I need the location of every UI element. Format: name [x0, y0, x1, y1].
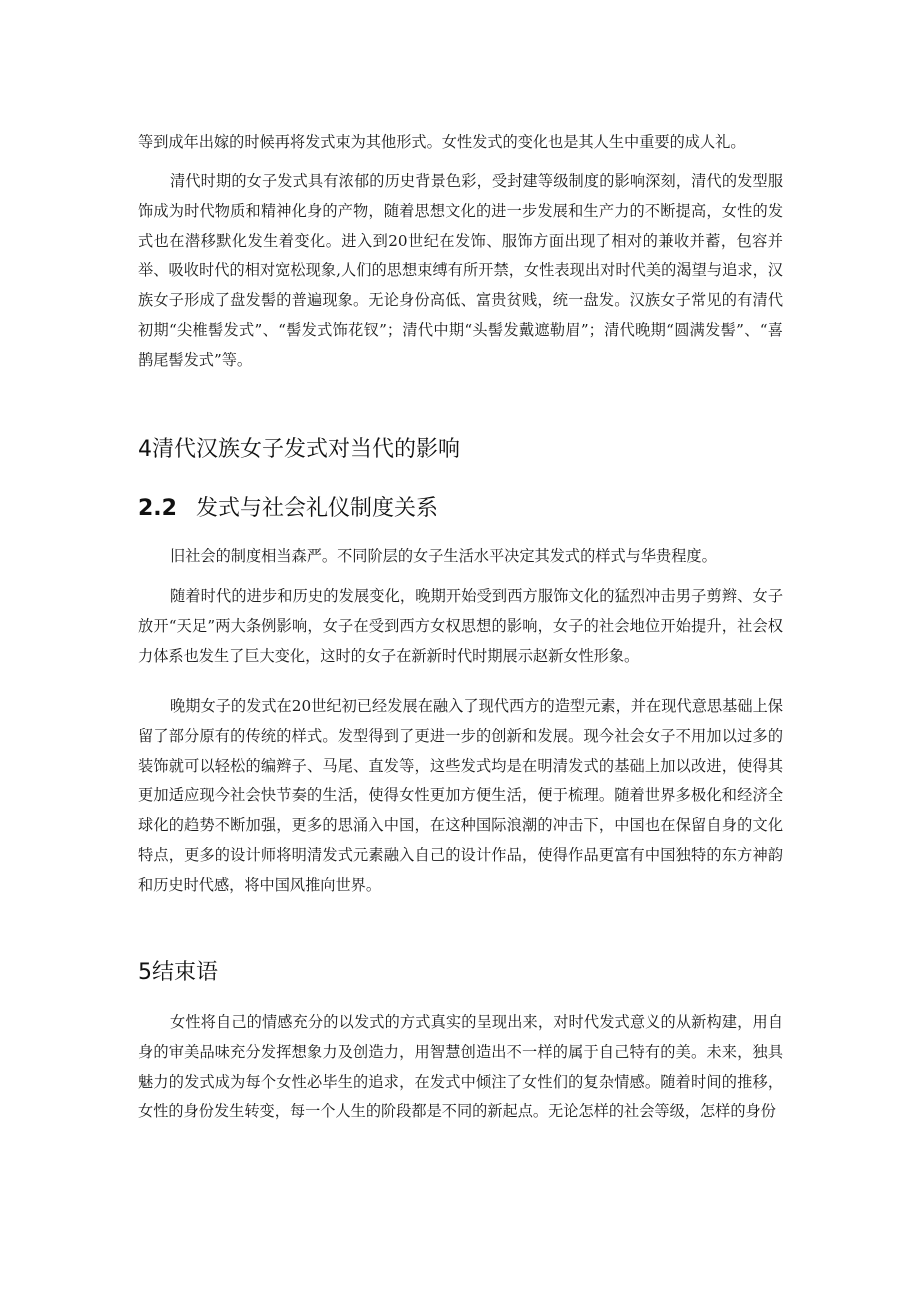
paragraph-qing-hairstyles: 清代时期的女子发式具有浓郁的历史背景色彩，受封建等级制度的影响深刻，清代的发型服饰成为时代物质和精神化身的产物，随着思想文化的进一步发展和生产力的不断提高，女性的发式也在潜移默化发生着变化。进入到20世纪在发饰、服饰方面出现了相对的兼收并蓄，包容并举、吸收时代的相对宽松现象,人们的思想束缚有所开禁，女性表现出对时代美的渴望与追求，汉族女子形成了盘发髻的普遍现象。无论身份高低、富贵贫贱，统一盘发。汉族女子常见的有清代初期“尖椎髻发式”、“髻发式饰花钗”；清代中期“头髻发戴遮勒眉”；清代晚期“圆满发髻”、“喜鹊尾髻发式”等。	[138, 172, 783, 369]
section-title: 发式与社会礼仪制度关系	[196, 496, 439, 521]
section-heading-2-2	[138, 494, 438, 524]
section-heading-4: 4清代汉族女子发式对当代的影响	[138, 437, 460, 462]
section-number: 2.2	[138, 496, 177, 521]
paragraph-continuation: 等到成年出嫁的时候再将发式束为其他形式。女性发式的变化也是其人生中重要的成人礼。	[138, 133, 746, 151]
paragraph-modern-hairstyles: 晚期女子的发式在20世纪初已经发展在融入了现代西方的造型元素，并在现代意思基础上保留了部分原有的传统的样式。发型得到了更进一步的创新和发展。现今社会女子不用加以过多的装饰就可以轻松的编辫子、马尾、直发等，这些发式均是在明清发式的基础上加以改进，使得其更加适应现今社会快节奏的生活，使得女性更加方便生活，便于梳理。随着世界多极化和经济全球化的趋势不断加强，更多的思涌入中国，在这种国际浪潮的冲击下，中国也在保留自身的文化特点，更多的设计师将明清发式元素融入自己的设计作品，使得作品更富有中国独特的东方神韵和历史时代感，将中国风推向世界。	[138, 697, 783, 894]
paragraph-conclusion: 女性将自己的情感充分的以发式的方式真实的呈现出来，对时代发式意义的从新构建，用自身的审美品味充分发挥想象力及创造力，用智慧创造出不一样的属于自己特有的美。未来，独具魅力的发式成为每个女性必毕生的追求，在发式中倾注了女性们的复杂情感。随着时间的推移，女性的身份发生转变，每一个人生的阶段都是不同的新起点。无论怎样的社会等级，怎样的身份	[138, 1013, 783, 1121]
paragraph-western-influence: 随着时代的进步和历史的发展变化，晚期开始受到西方服饰文化的猛烈冲击男子剪辫、女子放开“天足”两大条例影响，女子在受到西方女权思想的影响，女子的社会地位开始提升，社会权力体系也发生了巨大变化，这时的女子在新新时代时期展示赵新女性形象。	[138, 587, 783, 665]
paragraph-old-society: 旧社会的制度相当森严。不同阶层的女子生活水平决定其发式的样式与华贵程度。	[170, 547, 717, 565]
section-heading-5: 5结束语	[138, 960, 218, 985]
